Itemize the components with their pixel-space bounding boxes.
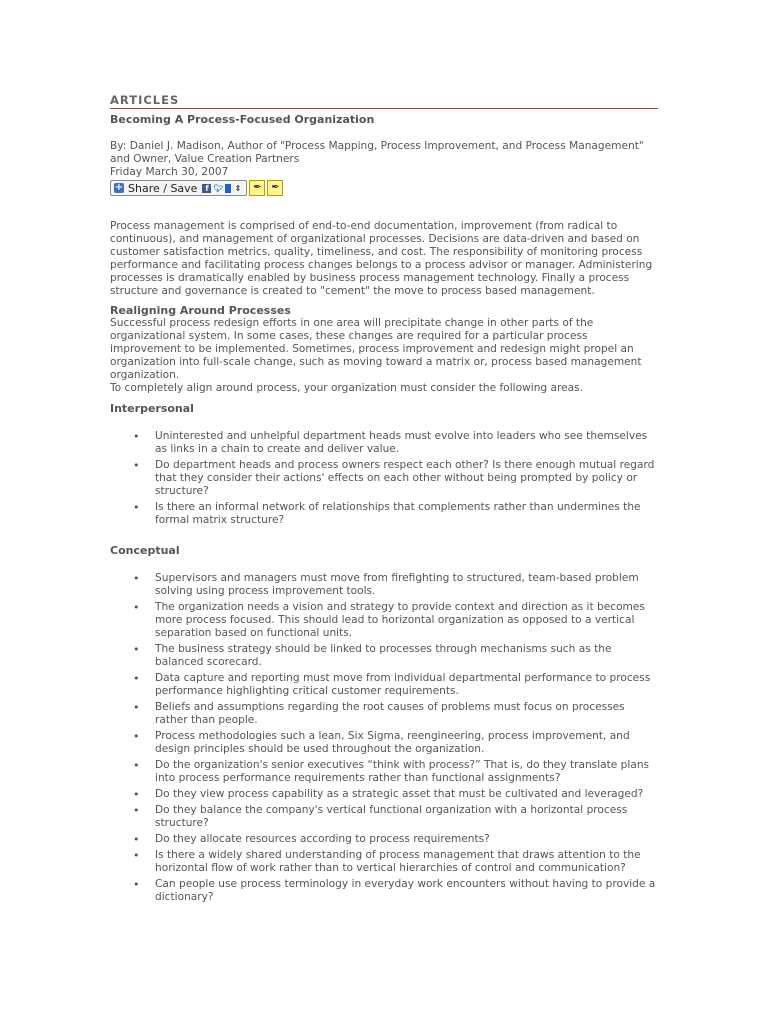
list-item: • Can people use process terminology in everyday work encounters without having to provide a dictionary? [155, 878, 658, 904]
conceptual-list [110, 572, 658, 904]
list-item: • Beliefs and assumptions regarding the root causes of problems must focus on processes rather than people. [155, 701, 658, 727]
list-item: • Do they allocate resources according to process requirements? [155, 833, 658, 846]
facebook-icon[interactable]: f [202, 184, 211, 193]
plus-icon: + [114, 182, 124, 193]
list-item: • Supervisors and managers must move from firefighting to structured, team-based problem solving using process improvement tools. [155, 572, 658, 598]
list-item: • Process methodologies such a lean, Six Sigma, reengineering, process improvement, and design principles should be used throughout the organization. [155, 730, 658, 756]
list-item: • Do department heads and process owners respect each other? Is there enough mutual regard that they consider their actions' effects on each other without being prompted by policy or structure? [155, 459, 658, 498]
intro-paragraph: Process management is comprised of end-to-end documentation, improvement (from radical to continuous), and management of organizational processes. Decisions are data-driven and based on customer satisfaction metrics, quality, timeliness, and cost. The responsibility of monitoring process performance and facilitating process changes belongs to a process advisor or manager. Administering processes is dramatically enabled by business process management technology. Finally a process structure and governance is created to "cement" the move to process based management. [110, 220, 653, 297]
list-item: • Is there a widely shared understanding of process management that draws attention to the horizontal flow of work rather than to vertical hierarchies of control and communication? [155, 849, 658, 875]
share-save-button[interactable] [110, 180, 247, 196]
realigning-paragraph: Successful process redesign efforts in one area will precipitate change in other parts of the organizational system. In some cases, these changes are required for a particular process improvement to be implemented. Sometimes, process improvement and redesign might propel an organization into full-scale change, such as moving toward a matrix or, process based management organization. [110, 317, 642, 381]
list-item: • Do the organization's senior executives “think with process?” That is, do they translate plans into process performance requirements rather than functional assignments? [155, 759, 658, 785]
conceptual-heading: Conceptual [110, 544, 180, 557]
list-item: • Do they balance the company's vertical functional organization with a horizontal process structure? [155, 804, 658, 830]
list-item: • The organization needs a vision and strategy to provide context and direction as it becomes more process focused. This should lead to horizontal organization as opposed to a vertical separation based on functional units. [155, 601, 658, 640]
article-container [110, 94, 658, 907]
list-item: • Is there an informal network of relationships that complements rather than undermines the formal matrix structure? [155, 501, 658, 527]
list-item: • Uninterested and unhelpful department heads must evolve into leaders who see themselves as links in a chain to create and deliver value. [155, 430, 658, 456]
publish-date: Friday March 30, 2007 [110, 166, 229, 178]
section-label: ARTICLES [110, 94, 658, 109]
byline [110, 140, 658, 179]
delicious-icon[interactable] [225, 184, 231, 193]
list-item: • Data capture and reporting must move from individual departmental performance to process performance highlighting critical customer requirements. [155, 672, 658, 698]
twitter-icon[interactable]: 🐦︎ [213, 183, 224, 193]
interpersonal-list [110, 430, 658, 527]
realigning-heading: Realigning Around Processes [110, 304, 291, 317]
article-title: Becoming A Process-Focused Organization [110, 113, 375, 126]
highlight-icon[interactable]: ✒ [267, 180, 283, 196]
expand-arrows-icon[interactable]: ⇕ [234, 183, 242, 193]
share-save-label: Share / Save [128, 181, 198, 195]
interpersonal-heading: Interpersonal [110, 402, 194, 415]
list-item: • Do they view process capability as a strategic asset that must be cultivated and leveraged? [155, 788, 658, 801]
list-item: • The business strategy should be linked to processes through mechanisms such as the balanced scorecard. [155, 643, 658, 669]
highlight-icon[interactable]: ✒ [249, 180, 265, 196]
areas-paragraph: To completely align around process, your organization must consider the following areas. [110, 382, 584, 394]
share-toolbar [110, 180, 658, 196]
author-line: By: Daniel J. Madison, Author of "Process Mapping, Process Improvement, and Process Management" and Owner, Value Creation Partners [110, 140, 644, 165]
